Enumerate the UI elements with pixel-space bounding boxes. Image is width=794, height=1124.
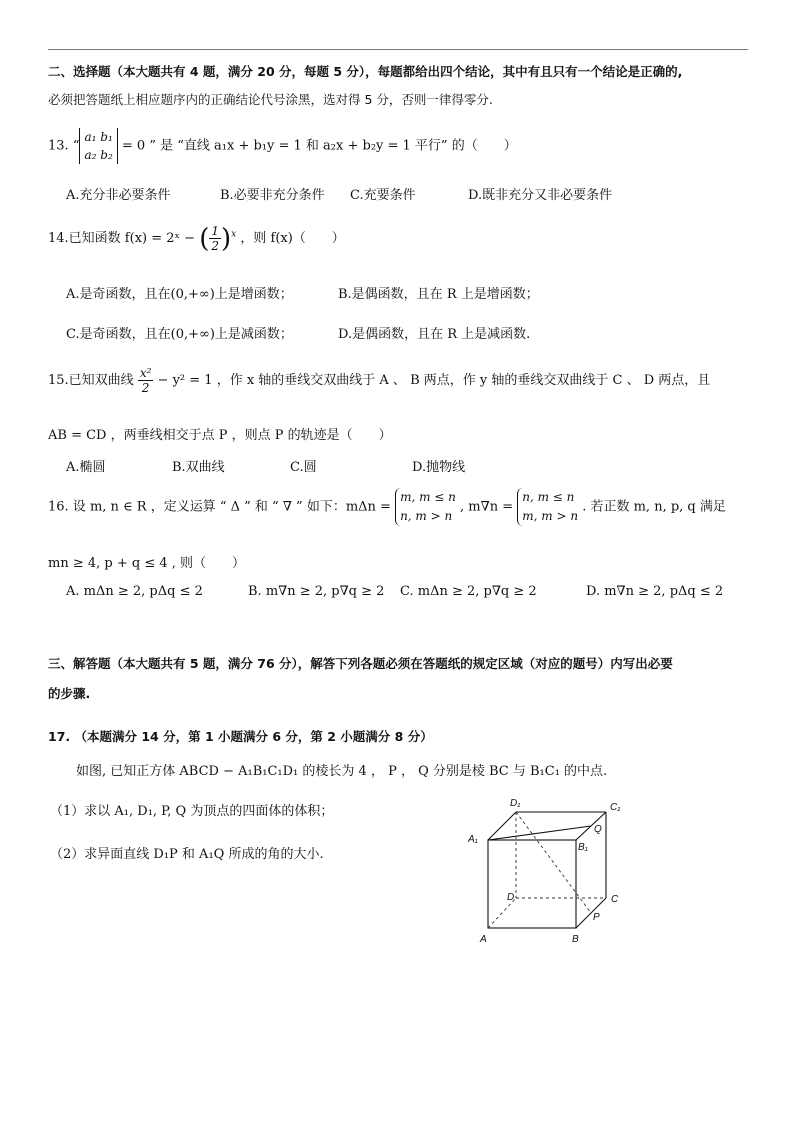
q13-option-b: B.必要非充分条件 [220,188,325,203]
label-c: C [611,894,619,905]
q15-text-line2: AB = CD ，两垂线相交于点 P ，则点 P 的轨迹是（ ） [48,428,392,443]
q16-mid: , m∇n = [460,499,514,515]
q13-option-d: D.既非充分又非必要条件 [468,188,613,203]
q17-header: 17. （本题满分 14 分，第 1 小题满分 6 分，第 2 小题满分 8 分） [48,729,433,744]
q16-option-c: C. mΔn ≥ 2, p∇q ≥ 2 [400,584,537,599]
label-b1: B₁ [578,842,588,853]
label-p: P [593,912,600,923]
q15-option-c: C.圆 [290,460,317,475]
q15-option-b: B.双曲线 [172,460,225,475]
q16-text-prefix: 16. 设 m, n ∈ R ，定义运算 “ Δ ” 和 “ ∇ ” 如下：mΔn = [48,499,391,515]
question-14 [48,224,345,253]
q15-text-line1: − y² = 1 ，作 x 轴的垂线交双曲线于 A 、 B 两点，作 y 轴的垂线交双曲线于 C 、 D 两点，且 [157,373,711,388]
label-a: A [480,934,487,945]
q16-text-line2: mn ≥ 4, p + q ≤ 4 , 则（ ） [48,556,246,571]
label-b: B [572,934,579,945]
label-d: D [507,892,515,903]
q17-intro: 如图, 已知正方体 ABCD − A₁B₁C₁D₁ 的棱长为 4 ， P ， Q 分别是棱 BC 与 B₁C₁ 的中点. [76,764,608,779]
q14-option-a: A.是奇函数，且在(0,+∞)上是增函数； [66,287,293,302]
q14-text-suffix: ，则 f(x)（ ） [240,231,345,246]
cube-front-face [488,840,576,928]
q13-option-a: A.充分非必要条件 [66,188,171,203]
section2-header-line1: 二、选择题（本大题共有 4 题，满分 20 分，每题 5 分），每题都给出四个结论，其中有且只有一个结论是正确的, [48,64,683,79]
q16-brace-delta: m, m ≤ n n, m > n [395,488,456,526]
question-15 [48,366,710,395]
edge-b-c [576,898,606,928]
q14-fraction: $\frac{1}{2}$ [211,224,219,253]
section2-header-line2: 必须把答题纸上相应题序内的正确结论代号涂黑，选对得 5 分，否则一律得零分. [48,92,493,107]
q15-fraction: $\frac{\text{x²}}{2}$ [139,366,152,395]
cube-figure [460,790,640,955]
q13-determinant: a₁ b₁ a₂ b₂ [79,128,117,164]
label-q: Q [594,824,602,835]
q15-option-d: D.抛物线 [412,460,466,475]
q13-option-c: C.充要条件 [350,188,416,203]
q15-text-prefix: 15.已知双曲线 [48,373,134,388]
q17-part1: （1）求以 A₁, D₁, P, Q 为顶点的四面体的体积； [50,804,334,819]
question-13 [48,128,517,164]
label-d1: D₁ [510,798,521,809]
q13-text: = 0 ” 是 “直线 a₁x + b₁y = 1 和 a₂x + b₂y = 1 平行” 的（ ） [121,138,517,154]
top-rule [48,49,748,50]
q14-exponent: x [231,229,237,240]
q16-brace-nabla: n, m ≤ n m, m > n [517,488,578,526]
q13-open-quote: “ [72,138,80,154]
section3-header-line1: 三、解答题（本大题共有 5 题，满分 76 分），解答下列各题必须在答题纸的规定区域（对应的题号）内写出必要 [48,656,673,671]
q13-number: 13. [48,138,69,154]
q16-text-suffix: . 若正数 m, n, p, q 满足 [582,499,726,515]
q17-part2: （2）求异面直线 D₁P 和 A₁Q 所成的角的大小. [50,847,324,862]
q14-close-paren: ) [221,223,232,254]
q14-open-paren: ( [199,223,210,254]
q15-option-a: A.椭圆 [66,460,106,475]
q14-text-prefix: 14.已知函数 f(x) = 2ˣ − [48,231,196,246]
label-c1: C₁ [610,802,621,813]
q14-option-c: C.是奇函数，且在(0,+∞)上是减函数； [66,327,293,342]
q14-option-d: D.是偶函数，且在 R 上是减函数. [338,327,531,342]
q16-option-a: A. mΔn ≥ 2, pΔq ≤ 2 [66,584,203,599]
section3-header-line2: 的步骤. [48,686,91,701]
q14-option-b: B.是偶函数，且在 R 上是增函数； [338,287,539,302]
q16-option-d: D. m∇n ≥ 2, pΔq ≤ 2 [586,584,724,599]
label-a1: A₁ [468,834,478,845]
q16-option-b: B. m∇n ≥ 2, p∇q ≥ 2 [248,584,385,599]
edge-a1-d1 [488,812,516,840]
question-16 [48,488,726,526]
segment-a1-q [488,826,591,840]
